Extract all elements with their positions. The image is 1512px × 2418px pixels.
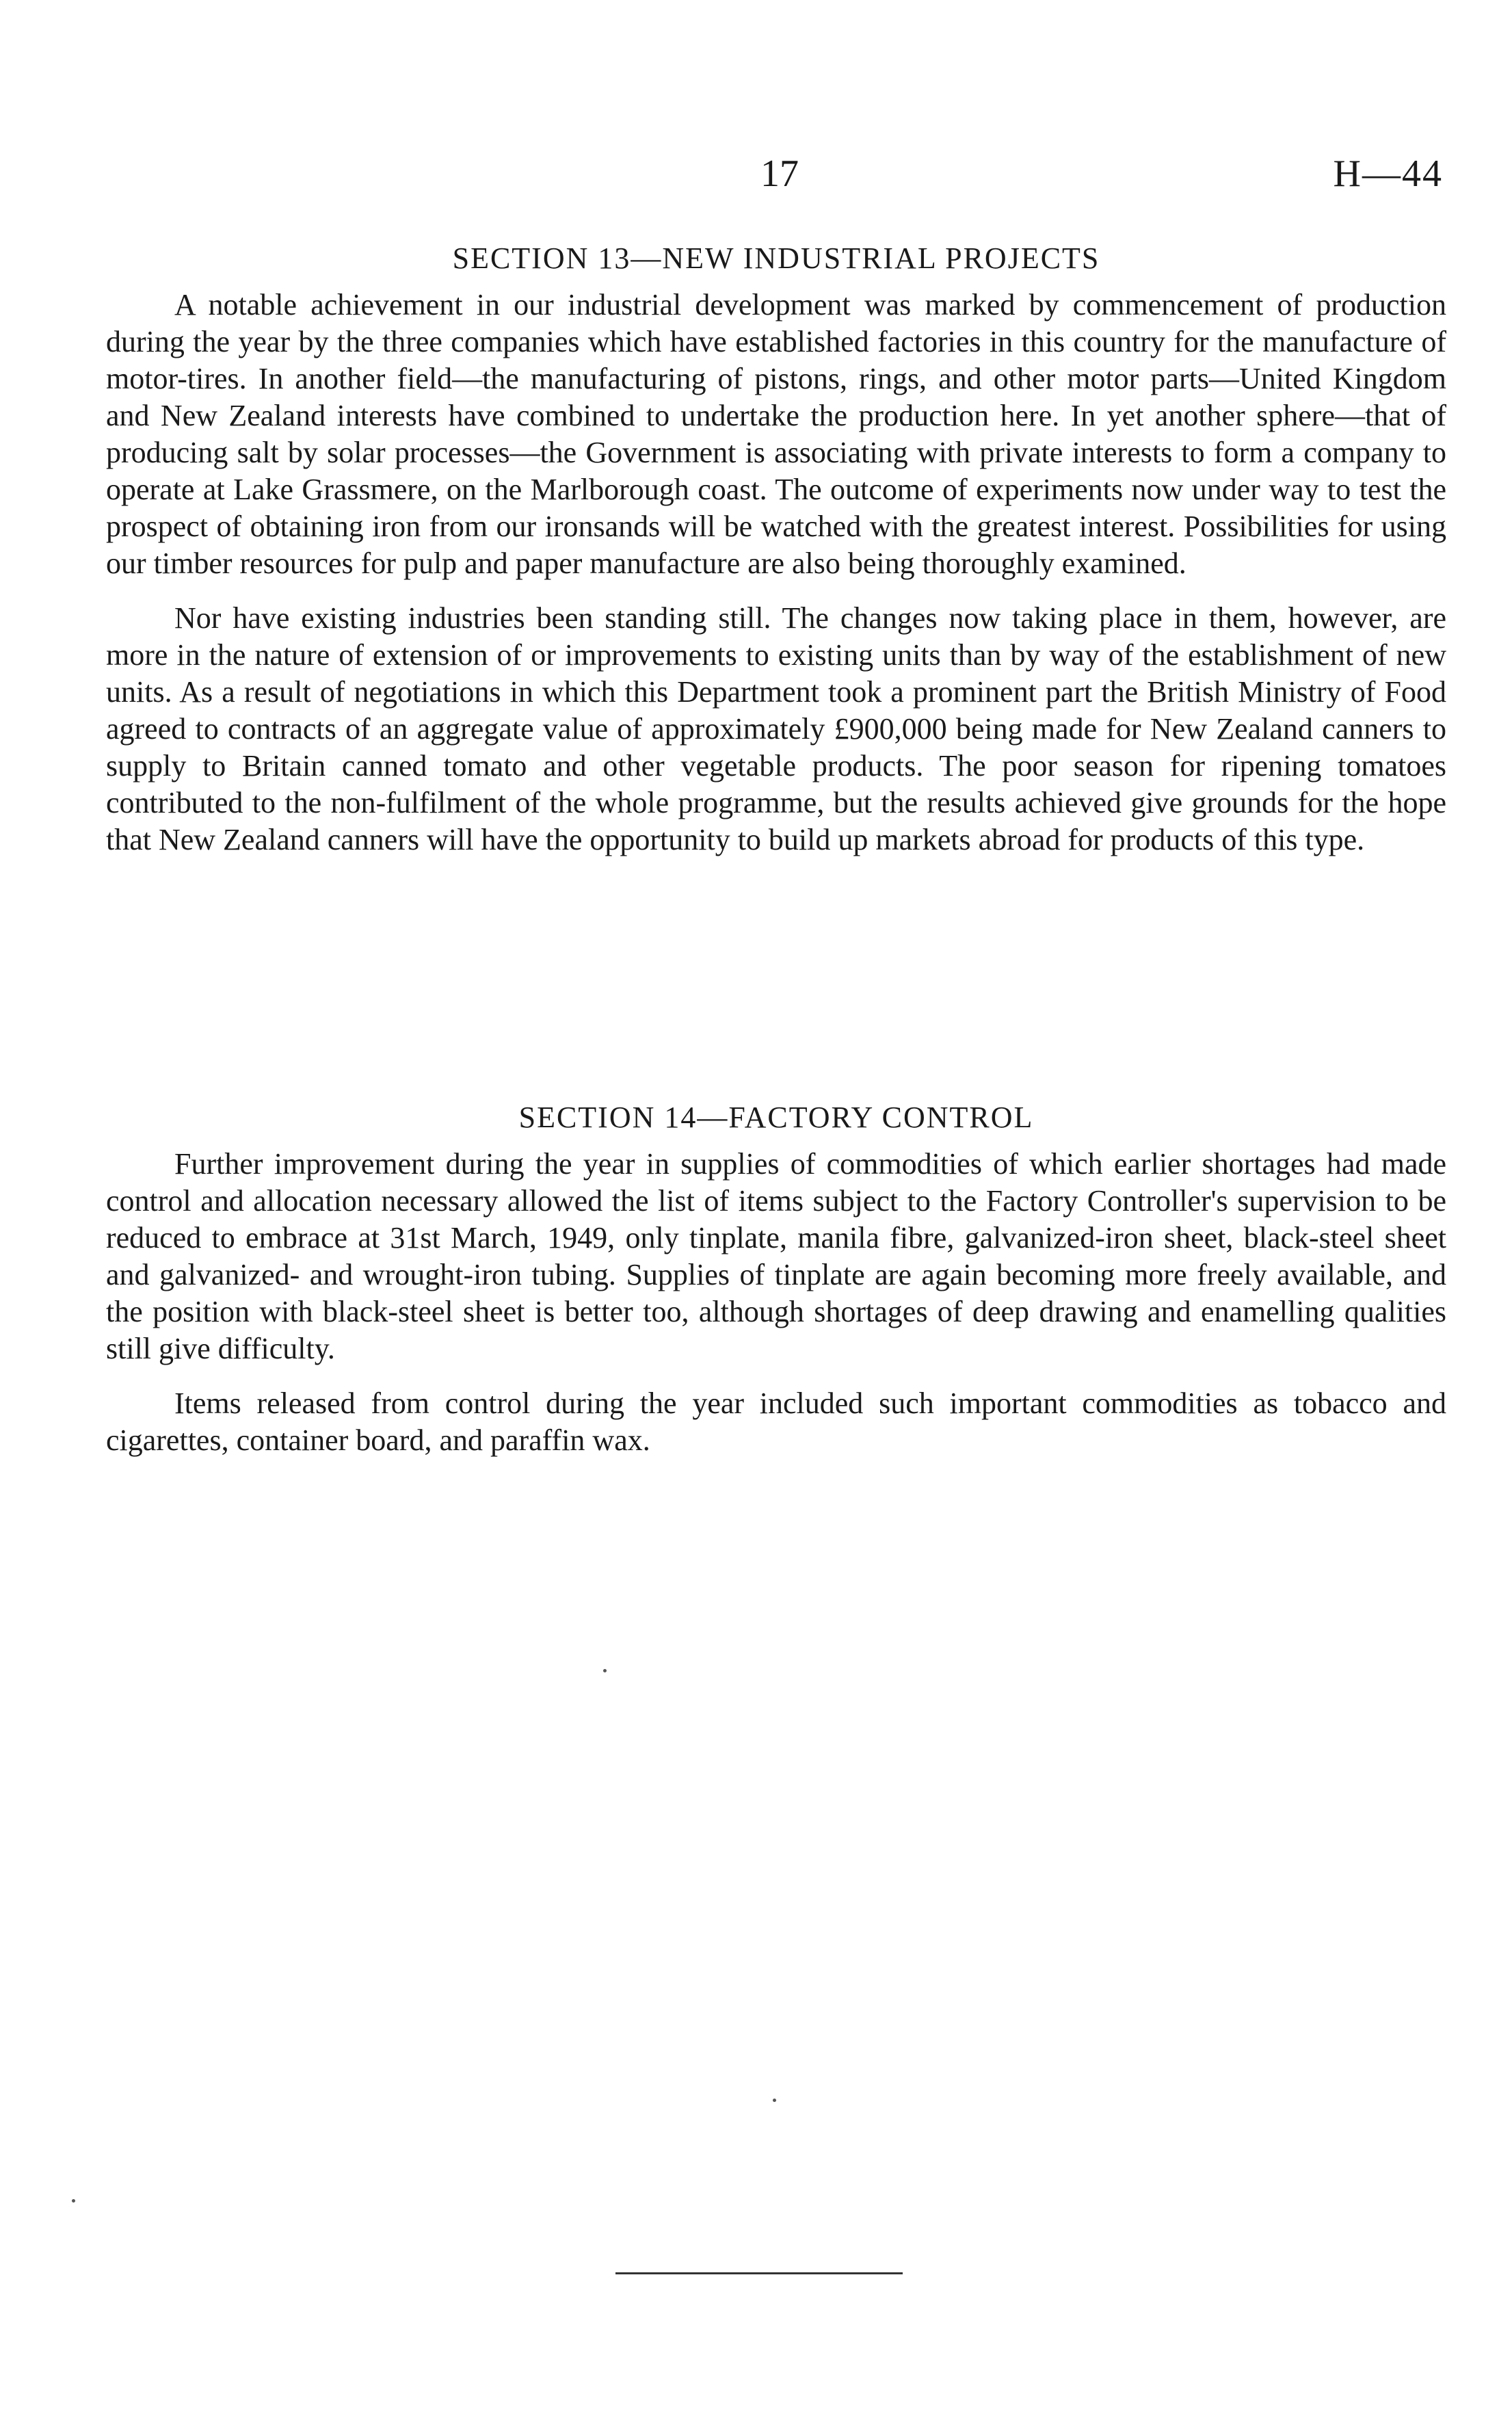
paragraph: Items released from control during the year included such important commodities as tobacco and cigarettes, container board, and paraffin wax. <box>106 1387 1446 1457</box>
section-13 <box>106 241 1446 876</box>
document-reference: H—44 <box>1333 153 1443 195</box>
paragraph: Further improvement during the year in supplies of commodities of which earlier shortages had made control and allocation necessary allowed the list of items subject to the Factory Controller's supervision to be reduced to embrace at 31st March, 1949, only tinplate, manila fibre, galvanized-iron sheet, black-steel sheet and galvanized- and wrought-iron tubing. Supplies of tinplate are again becoming more freely available, and the position with black-steel sheet is better too, although shortages of deep drawing and enamelling qualities still give difficulty. <box>106 1147 1446 1365</box>
scan-speck <box>603 1669 607 1672</box>
paragraph: Nor have existing industries been standing still. The changes now taking place in them, however, are more in the nature of extension of or improvements to existing units than by way of the establishment of new units. As a result of negotiations in which this Department took a prominent part the British Ministry of Food agreed to contracts of an aggregate value of approximately £900,000 being made for New Zealand canners to supply to Britain canned tomato and other vegetable products. The poor season for ripening tomatoes contributed to the non-fulfilment of the whole programme, but the results achieved give grounds for the hope that New Zealand canners will have the opportunity to build up markets abroad for products of this type. <box>106 601 1446 856</box>
section-heading: SECTION 14—FACTORY CONTROL <box>518 1101 1034 1134</box>
section-heading: SECTION 13—NEW INDUSTRIAL PROJECTS <box>452 241 1100 275</box>
scan-speck <box>773 2099 776 2102</box>
page-number: 17 <box>760 153 799 195</box>
closing-rule <box>615 2272 903 2274</box>
section-14 <box>106 1100 1446 1477</box>
scan-speck <box>72 2199 75 2203</box>
paragraph: A notable achievement in our industrial development was marked by commencement of production during the year by the three companies which have established factories in this country for the manufacture of motor-tires. In another field—the manufacturing of pistons, rings, and other motor parts—United Kingdom and New Zealand interests have combined to undertake the production here. In yet another sphere—that of producing salt by solar processes—the Government is associating with private interests to form a company to operate at Lake Grassmere, on the Marlborough coast. The outcome of experiments now under way to test the prospect of obtaining iron from our ironsands will be watched with the greatest interest. Possibilities for using our timber resources for pulp and paper manufacture are also being thoroughly examined. <box>106 288 1446 580</box>
